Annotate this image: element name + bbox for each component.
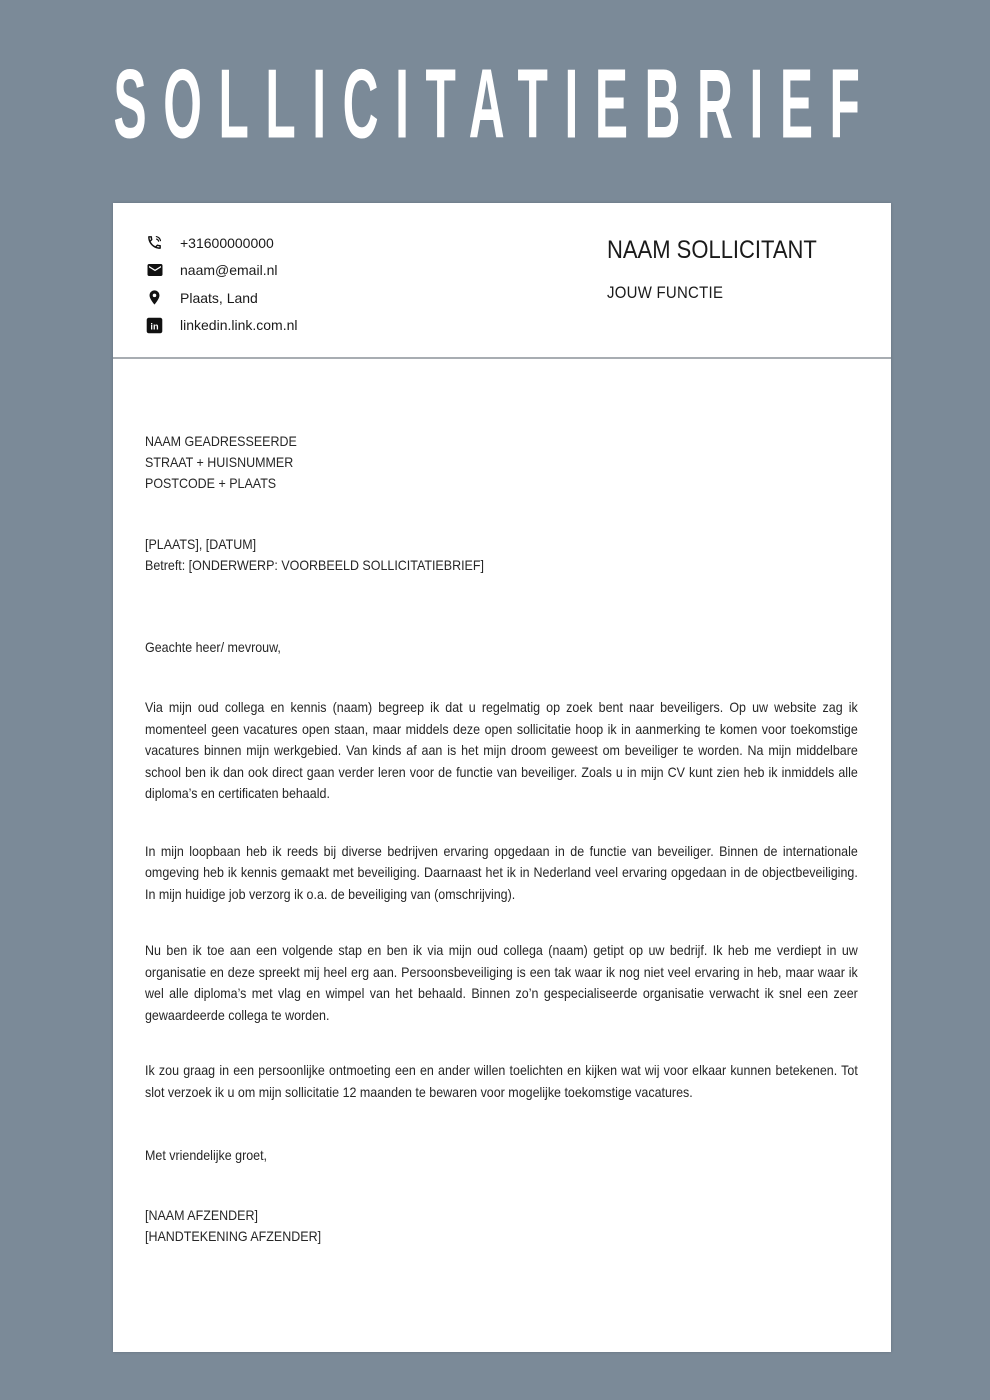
location-icon	[145, 289, 164, 306]
date-subject-block	[145, 534, 858, 576]
recipient-postcode: POSTCODE + PLAATS	[145, 475, 277, 491]
email-address: naam@email.nl	[180, 262, 278, 279]
paragraph-1: Via mijn oud collega en kennis (naam) begreep ik dat u regelmatig op zoek bent naar beveiligers. Op uw website zag ik momenteel geen vacatures open staan, maar middels deze open sollicitatie hoop ik in aanmerking te komen voor toekomstige vacatures binnen mijn werkgebied. Van kinds af aan is het mijn droom geweest om beveiliger te worden. Na mijn middelbare school ben ik dan ook direct gaan verder leren voor de functie van beveiliger. Zoals u in mijn CV kunt zien heb ik inmiddels alle diploma’s en certificaten behaald.	[145, 699, 858, 801]
paragraph-2: In mijn loopbaan heb ik reeds bij diverse bedrijven ervaring opgedaan in de functie van beveiliger. Binnen de internationale omgeving heb ik kennis gemaakt met beveiliging. Daarnaast het ik in Nederland veel ervaring opgedaan in de objectbeveiliging. In mijn huidige job verzorg ik o.a. de beveiliging van (omschrijving).	[145, 842, 858, 902]
recipient-block	[145, 431, 858, 494]
linkedin-icon	[145, 317, 164, 334]
title-banner	[0, 0, 990, 170]
contact-row-phone	[145, 229, 298, 257]
subject-line: Betreft: [ONDERWERP: VOORBEELD SOLLICITATIEBRIEF]	[145, 557, 484, 573]
page-title: SOLLICITATIEBRIEF	[113, 49, 877, 160]
linkedin-url: linkedin.link.com.nl	[180, 317, 298, 334]
salutation: Geachte heer/ mevrouw,	[145, 639, 281, 655]
contact-row-linkedin	[145, 312, 298, 340]
svg-text:in: in	[150, 321, 159, 332]
applicant-role: JOUW FUNCTIE	[607, 282, 724, 302]
identity-block	[607, 236, 817, 303]
phone-number: +31600000000	[180, 234, 274, 251]
phone-icon	[145, 234, 164, 251]
recipient-street: STRAAT + HUISNUMMER	[145, 454, 294, 470]
letter-content	[145, 359, 858, 1247]
paragraph-4: Ik zou graag in een persoonlijke ontmoeting een en ander willen toelichten en kijken wat wij voor elkaar kunnen betekenen. Tot slot verzoek ik u om mijn sollicitatie 12 maanden te bewaren voor mogelijke toekomstige vacatures.	[145, 1062, 858, 1100]
contact-row-location	[145, 284, 298, 312]
sender-name: [NAAM AFZENDER]	[145, 1207, 258, 1223]
location-text: Plaats, Land	[180, 289, 258, 306]
signature-block	[145, 1205, 858, 1247]
date-line: [PLAATS], [DATUM]	[145, 536, 257, 552]
contact-row-email	[145, 257, 298, 285]
sender-signature: [HANDTEKENING AFZENDER]	[145, 1228, 322, 1244]
recipient-name: NAAM GEADRESSEERDE	[145, 433, 297, 449]
letter-page	[113, 203, 891, 1352]
email-icon	[145, 261, 164, 279]
paragraph-3: Nu ben ik toe aan een volgende stap en ben ik via mijn oud collega (naam) getipt op uw bedrijf. Ik heb me verdiept in uw organisatie en deze spreekt mij heel erg aan. Persoonsbeveiliging is een tak waar ik nog niet veel ervaring in heb, maar waar ik wel alle diploma’s met vlag en wimpel van het behaald. Binnen zo’n gespecialiseerde organisatie verwacht ik snel een zeer gewaardeerde collega te worden.	[145, 942, 858, 1023]
contact-list	[145, 229, 298, 339]
applicant-name: NAAM SOLLICITANT	[607, 236, 817, 264]
closing-line: Met vriendelijke groet,	[145, 1147, 268, 1163]
